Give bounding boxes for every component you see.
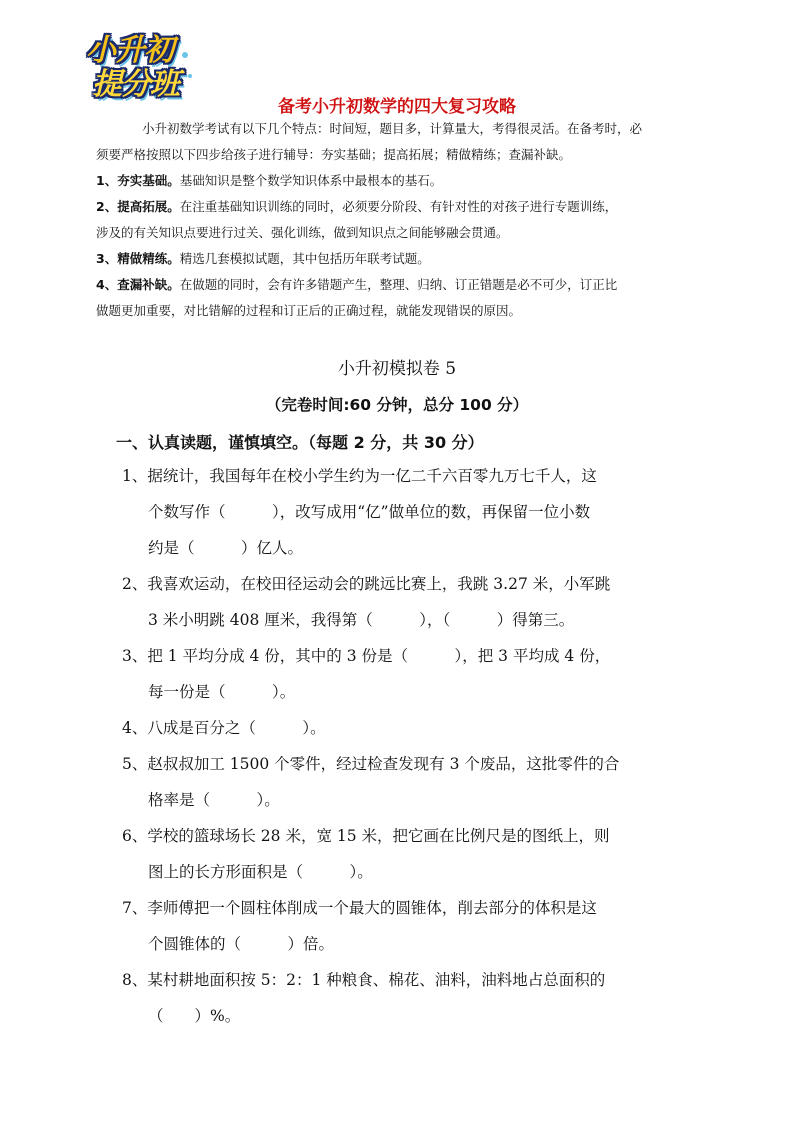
question-line: 8、某村耕地面积按 5：2：1 种粮食、棉花、油料，油料地占总面积的: [122, 971, 606, 989]
question-list: [122, 458, 722, 1034]
question-item: [122, 710, 722, 746]
question-item: [122, 638, 722, 710]
question-line: 3 米小明跳 408 厘米，我得第（ ），（ ）得第三。: [148, 611, 575, 629]
question-line: 7、李师傅把一个圆柱体削成一个最大的圆锥体，削去部分的体积是这: [122, 899, 597, 917]
question-line: 4、八成是百分之（ ）。: [122, 719, 326, 737]
guide-item-text: 在做题的同时，会有许多错题产生，整理、归纳、订正错题是必不可少，订正比: [179, 277, 618, 292]
sparkle-icon: [182, 52, 188, 58]
exam-subtitle: （完卷时间:60 分钟，总分 100 分）: [265, 396, 529, 414]
logo-text-line1: 小升初: [86, 33, 173, 68]
exam-title: 小升初模拟卷 5: [337, 359, 457, 379]
guide-item: [96, 246, 714, 272]
question-line: 格率是（ ）。: [148, 791, 280, 809]
question-line: （ ）%。: [148, 1007, 241, 1025]
question-line: 2、我喜欢运动，在校田径运动会的跳远比赛上，我跳 3.27 米，小军跳: [122, 575, 611, 593]
question-line: 6、学校的篮球场长 28 米，宽 15 米，把它画在比例尺是的图纸上，则: [122, 827, 610, 845]
question-item: [122, 962, 722, 1034]
question-line: 1、据统计，我国每年在校小学生约为一亿二千六百零九万七千人，这: [122, 467, 597, 485]
guide-item: [96, 168, 714, 194]
question-line: 个数写作（ ），改写成用“亿”做单位的数，再保留一位小数: [148, 503, 591, 521]
guide-item-head: 3、精做精练。: [96, 251, 180, 266]
guide-item-text: 基础知识是整个数学知识体系中最根本的基石。: [179, 173, 443, 188]
question-item: [122, 890, 722, 962]
question-line: 每一份是（ ）。: [148, 683, 296, 701]
guide-item-head: 4、查漏补缺。: [96, 277, 180, 292]
guide-intro-line: 须要严格按照以下四步给孩子进行辅导：夯实基础；提高拓展；精做精练；查漏补缺。: [96, 147, 572, 162]
section-heading: 一、认真读题，谨慎填空。（每题 2 分，共 30 分）: [116, 433, 484, 452]
guide-intro-line: 小升初数学考试有以下几个特点：时间短，题目多，计算量大，考得很灵活。在备考时，必: [142, 121, 643, 136]
guide-title: 备考小升初数学的四大复习攻略: [278, 97, 516, 117]
question-line: 个圆锥体的（ ）倍。: [148, 935, 335, 953]
question-line: 5、赵叔叔加工 1500 个零件，经过检查发现有 3 个废品，这批零件的合: [122, 755, 620, 773]
guide-item-text: 精选几套模拟试题，其中包括历年联考试题。: [179, 251, 430, 266]
question-line: 约是（ ）亿人。: [148, 539, 304, 557]
sparkle-icon: [188, 74, 192, 78]
guide-item: [96, 194, 714, 220]
guide-item: [96, 272, 714, 298]
guide-item-cont: 涉及的有关知识点要进行过关、强化训练，做到知识点之间能够融会贯通。: [96, 225, 509, 240]
guide-item-text: 在注重基础知识训练的同时，必须要分阶段、有针对性的对孩子进行专题训练，: [179, 199, 618, 214]
guide-item-head: 1、夯实基础。: [96, 173, 180, 188]
question-item: [122, 746, 722, 818]
question-line: 图上的长方形面积是（ ）。: [148, 863, 373, 881]
guide-item-head: 2、提高拓展。: [96, 199, 180, 214]
logo-text-line2: 提分班: [92, 67, 179, 102]
guide-body: [96, 116, 714, 324]
guide-item-cont: 做题更加重要，对比错解的过程和订正后的正确过程，就能发现错误的原因。: [96, 303, 522, 318]
question-item: [122, 818, 722, 890]
question-item: [122, 566, 722, 638]
question-line: 3、把 1 平均分成 4 份，其中的 3 份是（ ），把 3 平均成 4 份，: [122, 647, 611, 665]
question-item: [122, 458, 722, 566]
